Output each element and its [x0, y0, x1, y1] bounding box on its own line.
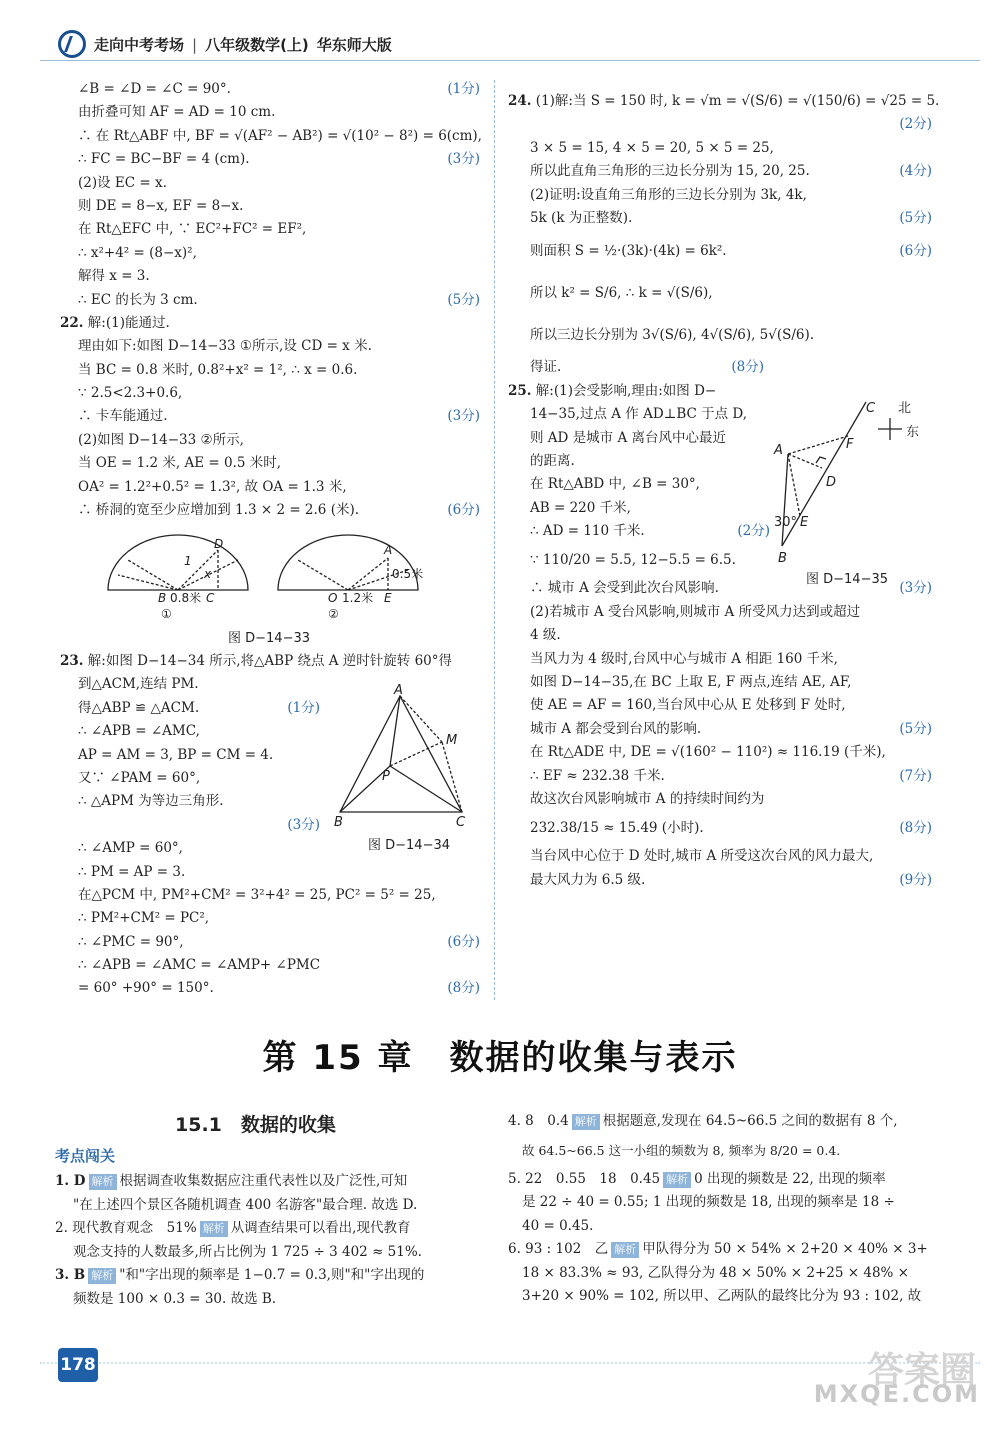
answer-key: 3. B: [55, 1267, 86, 1283]
answer-line: ∴ ∠PMC = 90°,: [78, 933, 184, 950]
brand-logo-icon: [58, 30, 86, 58]
answer-line: 从调查结果可以看出,现代教育: [230, 1220, 411, 1236]
answer-line: ∴ PM = AP = 3.: [78, 863, 186, 880]
answer-line: 根据调查收集数据应注重代表性以及广泛性,可知: [119, 1173, 408, 1189]
score-mark: (3分): [899, 580, 932, 597]
fig35-label-east: 东: [906, 425, 920, 440]
left-column: [60, 78, 480, 522]
answer-line: ∴ EF ≈ 232.38 千米.: [530, 767, 665, 784]
answer-line: 3+20 × 90% = 102, 所以甲、乙两队的最终比分为 93 : 102, 故: [522, 1288, 922, 1304]
answer-line: 频数是 100 × 0.3 = 30. 故选 B.: [73, 1290, 277, 1307]
score-mark: (6分): [447, 502, 480, 519]
answer-line: ∴ 在 Rt△ABF 中, BF = √(AF² − AB²) = √(10² − 8²) = 6(cm),: [78, 127, 482, 144]
answer-line: 解得 x = 3.: [78, 268, 150, 285]
analysis-tag: 解析: [88, 1268, 116, 1284]
score-mark: (7分): [899, 767, 932, 784]
answer-line: "在上述四个景区各随机调查 400 名游客"最合理. 故选 D.: [73, 1196, 418, 1213]
answer-line: 根据题意,发现在 64.5~66.5 之间的数据有 8 个,: [602, 1113, 898, 1129]
header-edition: 华东师大版: [316, 36, 392, 54]
header-text: 走向中考考场 | 八年级数学(上) 华东师大版: [94, 36, 392, 54]
watermark-logo: 答案圈: [867, 1350, 976, 1391]
bottom-left-column: [55, 1170, 480, 1311]
answer-line: (2)设 EC = x.: [78, 174, 167, 191]
answer-line: 在 Rt△ABD 中, ∠B = 30°,: [530, 476, 700, 493]
answer-line: 5k (k 为正整数).: [530, 209, 633, 226]
column-divider: [494, 80, 495, 1000]
score-mark: (8分): [447, 980, 480, 997]
answer-line: 使 AE = AF = 160,当台风中心从 E 处移到 F 处时,: [530, 697, 846, 714]
answer-line: = 60° +90° = 150°.: [78, 980, 214, 997]
score-mark: (2分): [737, 523, 770, 540]
answer-line: ∴ ∠APB = ∠AMC,: [78, 723, 200, 740]
answer-line: 则面积 S = ½·(3k)·(4k) = 6k².: [530, 243, 727, 260]
fig33-label-e: E: [384, 591, 392, 605]
answer-line: 232.38/15 ≈ 15.49 (小时).: [530, 820, 704, 837]
subsection-heading: 考点闯关: [55, 1147, 116, 1165]
fig33-label-d: D: [214, 537, 224, 551]
fig35-label-f: F: [846, 437, 854, 452]
section-title: 15.1 数据的收集: [175, 1114, 336, 1136]
figure-caption: 图 D−14−35: [806, 572, 889, 587]
question-number: 25.: [508, 382, 532, 399]
question-number: 22.: [60, 314, 84, 331]
analysis-tag: 解析: [572, 1114, 600, 1130]
fig33-label-b: B: [158, 591, 167, 605]
answer-line: 甲队得分为 50 × 54% × 2+20 × 40% × 3+: [642, 1241, 928, 1257]
score-mark: (8分): [731, 359, 764, 376]
answer-line: ∵ 2.5<2.3+0.6,: [78, 385, 183, 402]
answer-line: 18 × 83.3% ≈ 93, 乙队得分为 48 × 50% × 2+25 × 48% ×: [522, 1264, 909, 1281]
score-mark: (9分): [899, 871, 932, 888]
answer-key: 5. 22 0.55 18 0.45: [508, 1170, 661, 1187]
fig33-label-1: 1: [184, 554, 192, 568]
answer-line: 14−35,过点 A 作 AD⊥BC 于点 D,: [530, 406, 748, 423]
score-mark: (5分): [447, 291, 480, 308]
answer-line: 当台风中心位于 D 处时,城市 A 所受这次台风的风力最大,: [530, 848, 874, 865]
analysis-tag: 解析: [663, 1172, 691, 1188]
fig33-label-oe: 1.2米: [342, 591, 374, 605]
answer-line: ∴ PM²+CM² = PC²,: [78, 910, 210, 927]
answer-line: 解:(1)能通过.: [87, 314, 170, 331]
bottom-right-column: [508, 1110, 938, 1309]
fig35-label-deg: 30°: [774, 515, 798, 530]
score-mark: (3分): [447, 408, 480, 425]
answer-line: 故这次台风影响城市 A 的持续时间约为: [530, 790, 765, 807]
answer-line: AP = AM = 3, BP = CM = 4.: [78, 746, 274, 763]
watermark-url: MXQE.COM: [813, 1380, 980, 1408]
fig35-label-a: A: [774, 443, 783, 458]
answer-key: 6. 93 : 102 乙: [508, 1241, 609, 1257]
answer-key: 2. 现代教育观念 51%: [55, 1220, 197, 1236]
answer-line: 3 × 5 = 15, 4 × 5 = 20, 5 × 5 = 25,: [530, 139, 774, 156]
answer-line: 城市 A 都会受到台风的影响.: [530, 720, 702, 737]
answer-line: 解:(1)会受影响,理由:如图 D−: [535, 382, 717, 399]
score-mark: (8分): [899, 820, 932, 837]
score-mark: (5分): [899, 209, 932, 226]
fig33-label-half: 0.5米: [392, 567, 424, 581]
header-grade: 八年级数学(上): [205, 36, 309, 54]
figure-d-14-33: [98, 530, 428, 630]
answer-line: 则 AD 是城市 A 离台风中心最近: [530, 429, 726, 446]
fig33-label-o: O: [328, 591, 338, 605]
analysis-tag: 解析: [89, 1174, 117, 1190]
chapter-title: 第 15 章 数据的收集与表示: [262, 1038, 738, 1078]
answer-line: 由折叠可知 AF = AD = 10 cm.: [78, 104, 276, 121]
fig33-label-c: C: [206, 591, 215, 605]
answer-line: ∴ ∠AMP = 60°,: [78, 840, 183, 857]
answer-line: 的距离.: [530, 452, 575, 469]
answer-line: 得△ABP ≌ △ACM.: [78, 699, 200, 716]
page-header: [40, 28, 980, 61]
fig34-label-b: B: [334, 815, 343, 829]
answer-line: ∴ 桥洞的宽至少应增加到 1.3 × 2 = 2.6 (米).: [78, 502, 360, 519]
answer-line: 4 级.: [530, 627, 561, 644]
answer-line: ∵ 110/20 = 5.5, 12−5.5 = 6.5.: [530, 552, 736, 569]
fig33-label-circle2: ②: [328, 607, 339, 621]
answer-line: ∴ EC 的长为 3 cm.: [78, 291, 198, 308]
answer-line: 是 22 ÷ 40 = 0.55; 1 出现的频数是 18, 出现的频率是 18 ÷: [522, 1194, 895, 1210]
answer-line: 在 Rt△EFC 中, ∵ EC²+FC² = EF²,: [78, 221, 307, 238]
answer-line: ∴ 城市 A 会受到此次台风影响.: [530, 580, 719, 597]
answer-line: 得证.: [530, 359, 562, 376]
answer-line: ∴ △APM 为等边三角形.: [78, 793, 224, 810]
answer-key: 1. D: [55, 1173, 86, 1189]
question-number: 24.: [508, 93, 532, 109]
score-mark: (6分): [447, 933, 480, 950]
figure-caption: 图 D−14−33: [228, 631, 311, 646]
answer-line: 又∵ ∠PAM = 60°,: [78, 769, 201, 786]
answer-line: 理由如下:如图 D−14−33 ①所示,设 CD = x 米.: [78, 338, 372, 355]
figure-caption: 图 D−14−34: [368, 838, 451, 853]
fig33-label-bc: 0.8米: [170, 591, 202, 605]
answer-line: AB = 220 千米,: [530, 499, 631, 516]
answer-line: 解:如图 D−14−34 所示,将△ABP 绕点 A 逆时针旋转 60°得: [87, 653, 452, 669]
answer-line: 如图 D−14−35,在 BC 上取 E, F 两点,连结 AE, AF,: [530, 674, 852, 691]
answer-line: ∴ FC = BC−BF = 4 (cm).: [78, 151, 250, 168]
answer-line: 故 64.5~66.5 这一小组的频数为 8, 频率为 8/20 = 0.4.: [522, 1142, 841, 1158]
answer-line: ∴ ∠APB = ∠AMC = ∠AMP+ ∠PMC: [78, 957, 321, 974]
answer-line: 观念支持的人数最多,所占比例为 1 725 ÷ 3 402 ≈ 51%.: [73, 1243, 422, 1260]
answer-line: 当 BC = 0.8 米时, 0.8²+x² = 1², ∴ x = 0.6.: [78, 361, 358, 378]
answer-line: 最大风力为 6.5 级.: [530, 871, 646, 888]
answer-line: ∴ x²+4² = (8−x)²,: [78, 244, 197, 261]
fig34-label-p: P: [382, 769, 390, 784]
score-mark: (1分): [447, 81, 480, 97]
footer-rule: [40, 1362, 980, 1364]
fig35-label-north: 北: [898, 401, 912, 416]
answer-line: 当风力为 4 级时,台风中心与城市 A 相距 160 千米,: [530, 650, 838, 667]
figure-d-14-35: [770, 396, 930, 571]
answer-line: 所以三边长分别为 3√(S/6), 4√(S/6), 5√(S/6).: [530, 327, 815, 344]
score-mark: (6分): [899, 243, 932, 260]
analysis-tag: 解析: [611, 1242, 639, 1258]
header-brand: 走向中考考场: [94, 36, 185, 54]
score-mark: (4分): [899, 163, 932, 180]
answer-line: ∠B = ∠D = ∠C = 90°.: [78, 81, 231, 97]
score-mark: (2分): [899, 116, 932, 133]
fig35-label-e: E: [800, 515, 809, 530]
analysis-tag: 解析: [200, 1221, 228, 1237]
score-mark: (1分): [287, 699, 320, 716]
answer-line: 所以此直角三角形的三边长分别为 15, 20, 25.: [530, 163, 810, 180]
fig35-label-b: B: [778, 551, 787, 566]
score-mark: (3分): [447, 151, 480, 168]
answer-line: (2)若城市 A 受台风影响,则城市 A 所受风力达到或超过: [530, 603, 861, 620]
fig35-label-d: D: [826, 475, 837, 490]
page-number: 178: [58, 1348, 98, 1382]
fig33-label-circle1: ①: [161, 607, 172, 621]
answer-line: 则 DE = 8−x, EF = 8−x.: [78, 197, 244, 214]
fig34-label-a: A: [394, 684, 403, 698]
answer-line: (2)证明:设直角三角形的三边长分别为 3k, 4k,: [530, 186, 807, 203]
answer-line: 0 出现的频数是 22, 出现的频率: [694, 1170, 886, 1187]
score-mark: (5分): [899, 720, 932, 737]
fig33-label-a: A: [384, 543, 393, 557]
answer-line: ∴ AD = 110 千米.: [530, 523, 645, 540]
answer-line: (2)如图 D−14−33 ②所示,: [78, 431, 244, 448]
figure-d-14-34: [330, 684, 480, 829]
answer-line: ∴ 卡车能通过.: [78, 408, 168, 425]
answer-line: 在 Rt△ADE 中, DE = √(160² − 110²) ≈ 116.19 (千米),: [530, 744, 886, 761]
score-mark: (3分): [287, 816, 320, 833]
answer-line: 40 = 0.45.: [522, 1217, 594, 1234]
answer-line: "和"字出现的频率是 1−0.7 = 0.3,则"和"字出现的: [119, 1267, 425, 1283]
answer-line: (1)解:当 S = 150 时, k = √m = √(S/6) = √(150/6) = √25 = 5.: [535, 93, 940, 109]
answer-line: 在△PCM 中, PM²+CM² = 3²+4² = 25, PC² = 5² = 25,: [78, 886, 436, 903]
fig35-label-c: C: [866, 401, 876, 416]
question-number: 23.: [60, 653, 84, 669]
fig34-label-m: M: [446, 733, 458, 748]
answer-line: 到△ACM,连结 PM.: [78, 676, 199, 693]
answer-line: 当 OE = 1.2 米, AE = 0.5 米时,: [78, 455, 282, 472]
fig33-label-x: x: [204, 567, 212, 581]
answer-key: 4. 8 0.4: [508, 1113, 569, 1129]
fig34-label-c: C: [456, 815, 466, 829]
answer-line: 所以 k² = S/6, ∴ k = √(S/6),: [530, 285, 713, 302]
answer-line: OA² = 1.2²+0.5² = 1.3², 故 OA = 1.3 米,: [78, 478, 347, 495]
